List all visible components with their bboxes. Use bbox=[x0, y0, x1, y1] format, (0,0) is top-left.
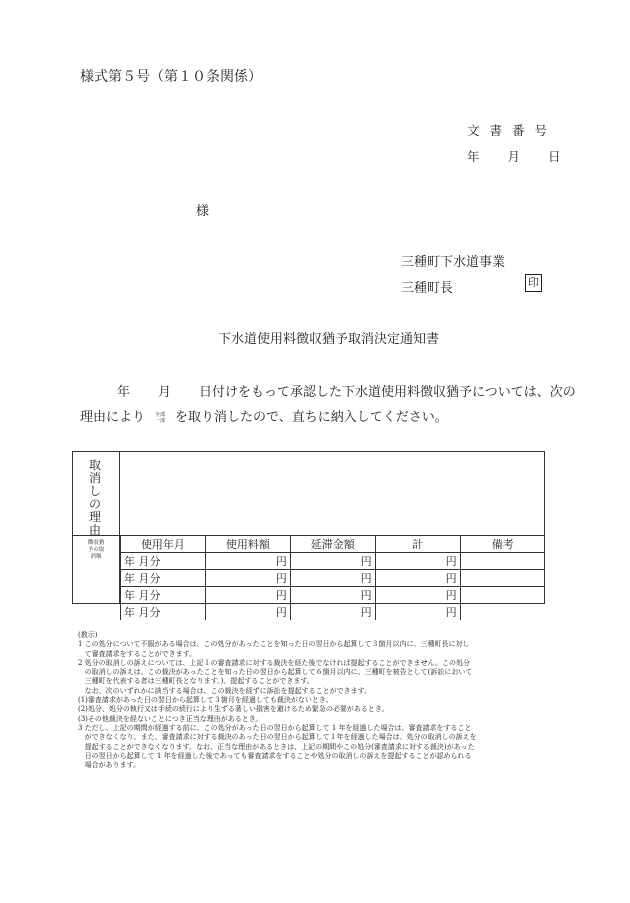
body-line2-prefix: 理由により bbox=[80, 410, 146, 425]
date-month: 月 bbox=[507, 149, 521, 164]
note-line: 日の翌日から起算して 1 年を経過した後であっても審査請求をすることや処分の取消しの訴えを提起することが認められる bbox=[78, 751, 472, 760]
amount-table bbox=[120, 536, 545, 620]
note-line: なお、次のいずれかに該当する場合は、この裁決を経ずに訴訟を提起することができます。 bbox=[78, 686, 372, 695]
row-remarks bbox=[460, 604, 545, 621]
row-total: 円 bbox=[375, 570, 460, 587]
choice-partial: 一部 bbox=[155, 417, 166, 424]
col-fee: 使用料額 bbox=[205, 536, 290, 553]
row-late: 円 bbox=[290, 570, 375, 587]
reason-header: 取消しの理由 bbox=[88, 458, 101, 537]
issue-date bbox=[467, 147, 589, 165]
note-line: 2 処分の取消しの訴えについては、上記１の審査請求に対する裁決を経た後でなければ提起することができません。この処分 bbox=[78, 658, 470, 667]
note-line: (2)処分、処分の執行又は手続の続行により生ずる著しい損害を避けるため緊急の必要があるとき。 bbox=[78, 705, 389, 714]
body-line2-suffix: を取り消したので、直ちに納入してください。 bbox=[175, 410, 448, 425]
body-line1-text: 日付けをもって承認した下水道使用料徴収猶予については、次の bbox=[199, 385, 576, 400]
row-remarks bbox=[460, 553, 545, 570]
note-line: 1 この処分について不服がある場合は、この処分があったことを知った日の翌日から起算して３箇月以内に、三種町長に対し bbox=[78, 640, 470, 649]
row-fee: 円 bbox=[205, 570, 290, 587]
row-total: 円 bbox=[375, 587, 460, 604]
row-period: 年 月分 bbox=[121, 604, 206, 621]
row-fee: 円 bbox=[205, 587, 290, 604]
instructions-notes bbox=[78, 631, 548, 770]
note-line: 提起することができなくなります。なお、正当な理由があるときは、上記の期間やこの処分(審査請求に対する裁決)があった bbox=[78, 742, 475, 751]
seal-box: 印 bbox=[525, 274, 542, 292]
addressee: 様 bbox=[196, 204, 210, 219]
col-total: 計 bbox=[375, 536, 460, 553]
body-month: 月 bbox=[158, 385, 172, 400]
issuer-organization: 三種町下水道事業 bbox=[401, 255, 506, 270]
note-line: 3 ただし、上記の期間が経過する前に、この処分があった日の翌日から起算して 1 年を経過した場合は、審査請求をすること bbox=[78, 723, 472, 732]
date-day: 日 bbox=[548, 149, 561, 164]
row-period: 年 月分 bbox=[121, 553, 206, 570]
reason-field[interactable] bbox=[120, 451, 545, 536]
table-row bbox=[121, 604, 546, 621]
col-late-fee: 延滞金額 bbox=[290, 536, 375, 553]
note-line: (1)審査請求があった日の翌日から起算して３箇月を経過しても裁決がないとき。 bbox=[78, 696, 333, 705]
note-line: て審査請求をすることができます。 bbox=[78, 649, 197, 658]
note-line: (3)その他裁決を経ないことにつき正当な理由があるとき。 bbox=[78, 714, 263, 723]
note-line: 三種町を代表する者は三種町長となります。)、提起することができます。 bbox=[78, 677, 314, 686]
row-late: 円 bbox=[290, 604, 375, 621]
row-late: 円 bbox=[290, 553, 375, 570]
table-row bbox=[121, 587, 546, 604]
document-number-label: 文書番号 bbox=[467, 123, 558, 138]
table-row bbox=[121, 553, 546, 570]
row-total: 円 bbox=[375, 604, 460, 621]
col-usage-month: 使用年月 bbox=[121, 536, 206, 553]
row-remarks bbox=[460, 587, 545, 604]
note-line: ができなくなり、また、審査請求に対する裁決のあった日の翌日から起算して１年を経過した場合は、処分の取消しの訴えを bbox=[78, 733, 477, 742]
issuer-head: 三種町長 bbox=[401, 281, 454, 296]
document-title: 下水道使用料徴収猶予取消決定通知書 bbox=[218, 332, 440, 347]
note-line: (教示) bbox=[78, 631, 98, 639]
row-period: 年 月分 bbox=[121, 587, 206, 604]
scope-choice bbox=[155, 412, 165, 424]
table-row bbox=[121, 570, 546, 587]
col-remarks: 備考 bbox=[460, 536, 545, 553]
body-line-1 bbox=[117, 381, 576, 400]
note-line: の取消しの訴えは、この裁決があったことを知った日の翌日から起算して６箇月以内に、三種町を被告として(訴訟において bbox=[78, 668, 473, 677]
row-total: 円 bbox=[375, 553, 460, 570]
row-fee: 円 bbox=[205, 553, 290, 570]
row-remarks bbox=[460, 570, 545, 587]
row-fee: 円 bbox=[205, 604, 290, 621]
form-number: 様式第５号（第１０条関係） bbox=[80, 69, 262, 85]
amount-header: 徴収猶予の取消額 bbox=[87, 540, 105, 560]
table-header-row bbox=[121, 536, 546, 553]
choice-all: 全部 bbox=[155, 411, 166, 418]
row-late: 円 bbox=[290, 587, 375, 604]
row-period: 年 月分 bbox=[121, 570, 206, 587]
body-year: 年 bbox=[117, 385, 131, 400]
body-line-2 bbox=[80, 406, 448, 425]
date-year: 年 bbox=[467, 149, 480, 164]
note-line: 場合があります。 bbox=[78, 761, 141, 770]
